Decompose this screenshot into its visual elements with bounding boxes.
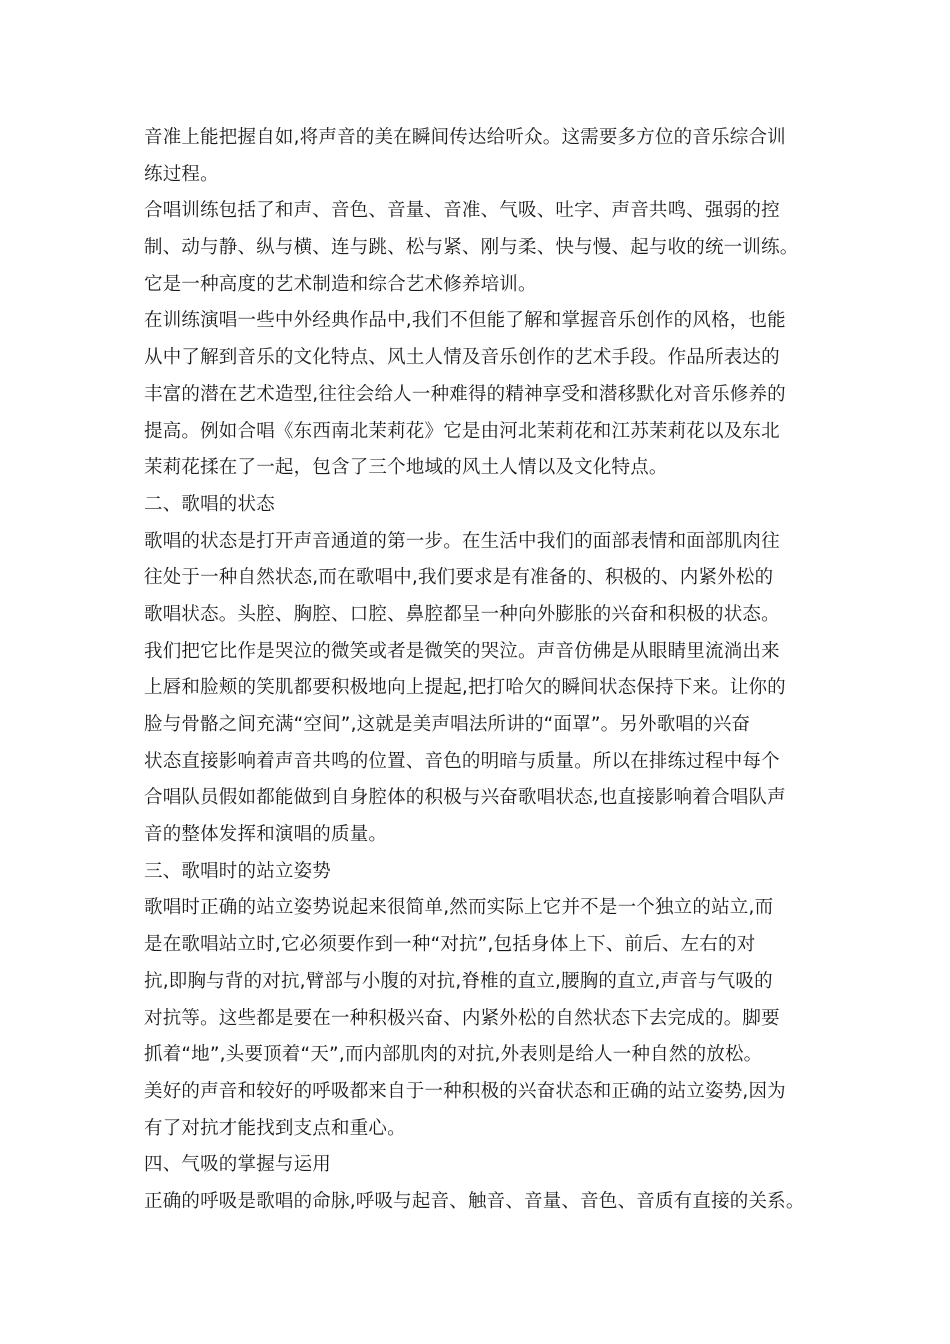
- text-line: 练过程。: [144, 163, 219, 185]
- text-line: 合唱队员假如都能做到自身腔体的积极与兴奋歌唱状态,也直接影响着合唱队声: [144, 787, 786, 809]
- text-line: 音准上能把握自如,将声音的美在瞬间传达给听众。这需要多方位的音乐综合训: [144, 127, 786, 148]
- text-line: 合唱训练包括了和声、音色、音量、音准、气吸、吐字、声音共鸣、强弱的控: [144, 200, 780, 222]
- text-line: 歌唱状态。头腔、胸腔、口腔、鼻腔都呈一种向外膨胀的兴奋和积极的状态。: [144, 603, 780, 625]
- text-line: 美好的声音和较好的呼吸都来自于一种积极的兴奋状态和正确的站立姿势,因为: [144, 1080, 786, 1102]
- text-line: 提高。例如合唱《东西南北茉莉花》它是由河北茉莉花和江苏茉莉花以及东北: [144, 420, 780, 442]
- section-heading: 三、歌唱时的站立姿势: [144, 860, 332, 882]
- text-line: 脸与骨骼之间充满“空间”,这就是美声唱法所讲的“面罩”。另外歌唱的兴奋: [144, 714, 751, 735]
- text-line: 我们把它比作是哭泣的微笑或者是微笑的哭泣。声音仿佛是从眼睛里流淌出来: [144, 640, 780, 662]
- text-line: 歌唱时正确的站立姿势说起来很简单,然而实际上它并不是一个独立的站立,而: [144, 897, 774, 919]
- text-line: 抓着“地”,头要顶着“天”,而内部肌肉的对抗,外表则是给人一种自然的放松。: [144, 1044, 763, 1066]
- text-line: 从中了解到音乐的文化特点、风土人情及音乐创作的艺术手段。作品所表达的: [144, 347, 780, 369]
- text-line: 丰富的潜在艺术造型,往往会给人一种难得的精神享受和潜移默化对音乐修养的: [144, 383, 786, 405]
- section-heading: 四、气吸的掌握与运用: [144, 1154, 332, 1176]
- document-body: [144, 120, 824, 1221]
- text-line: 对抗等。这些都是要在一种积极兴奋、内紧外松的自然状态下去完成的。脚要: [144, 1007, 780, 1029]
- text-line: 音的整体发挥和演唱的质量。: [144, 824, 388, 846]
- text-line: 状态直接影响着声音共鸣的位置、音色的明暗与质量。所以在排练过程中每个: [144, 750, 780, 772]
- text-line: 它是一种高度的艺术制造和综合艺术修养培训。: [144, 273, 537, 295]
- text-line: 有了对抗才能找到支点和重心。: [144, 1117, 406, 1139]
- text-line: 正确的呼吸是歌唱的命脉,呼吸与起音、触音、音量、音色、音质有直接的关系。: [144, 1190, 805, 1212]
- text-line: 是在歌唱站立时,它必须要作到一种“对抗”,包括身体上下、前后、左右的对: [144, 934, 756, 956]
- text-line: 往处于一种自然状态,而在歌唱中,我们要求是有准备的、积极的、内紧外松的: [144, 567, 774, 589]
- text-line: 制、动与静、纵与横、连与跳、松与紧、刚与柔、快与慢、起与收的统一训练。: [144, 237, 799, 259]
- text-line: 抗,即胸与背的对抗,臂部与小腹的对抗,脊椎的直立,腰胸的直立,声音与气吸的: [144, 970, 773, 992]
- text-line: 歌唱的状态是打开声音通道的第一步。在生活中我们的面部表情和面部肌肉往: [144, 530, 780, 552]
- section-heading: 二、歌唱的状态: [144, 493, 275, 515]
- text-line: 在训练演唱一些中外经典作品中,我们不但能了解和掌握音乐创作的风格，也能: [144, 310, 786, 332]
- text-line: 上唇和脸颊的笑肌都要积极地向上提起,把打哈欠的瞬间状态保持下来。让你的: [144, 677, 786, 699]
- text-line: 茉莉花揉在了一起，包含了三个地域的风土人情以及文化特点。: [144, 457, 668, 479]
